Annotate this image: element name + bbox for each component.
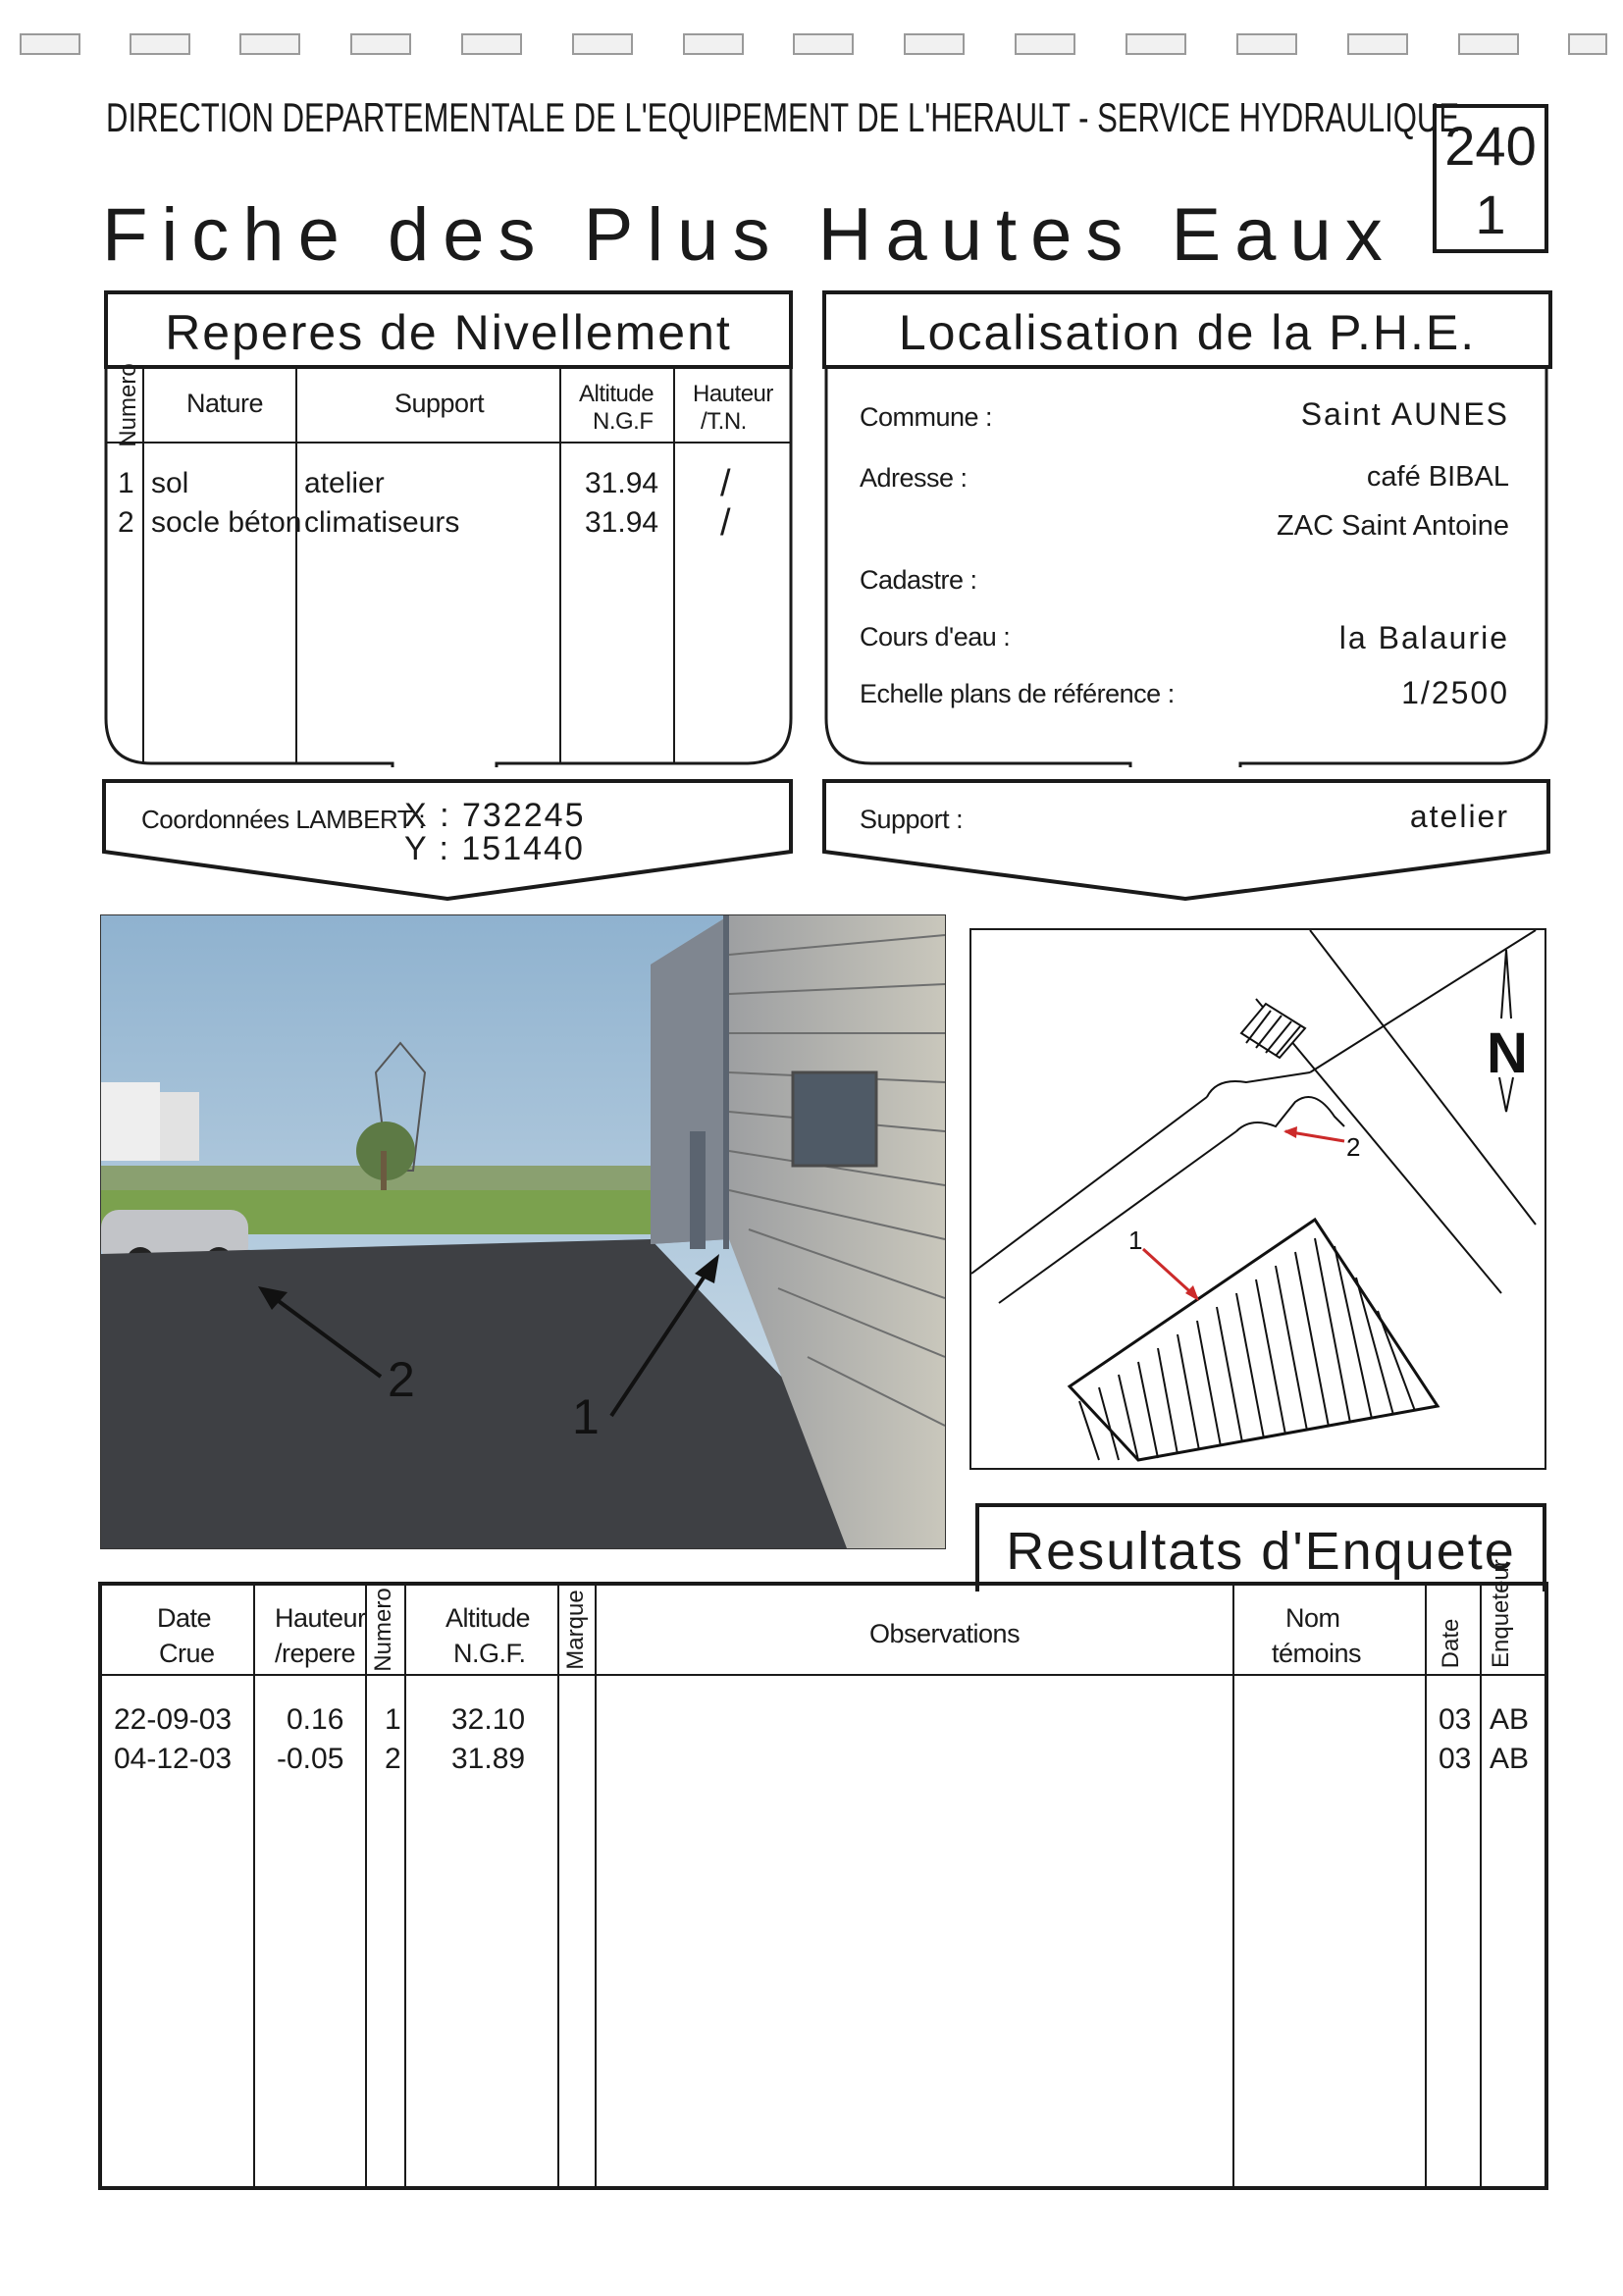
binder-tab [1126, 33, 1186, 55]
binder-tab [130, 33, 190, 55]
reperes-col-hauteur: Hauteur [693, 381, 773, 407]
binder-tab [461, 33, 522, 55]
adresse-label: Adresse : [860, 463, 968, 493]
site-plan [969, 928, 1546, 1470]
echelle-value: 1/2500 [1401, 675, 1509, 710]
binder-tab [350, 33, 411, 55]
resultats-col-altitude: Altitude [445, 1603, 531, 1633]
binder-tab [1568, 33, 1607, 55]
resultats-col-date: Date [157, 1603, 212, 1633]
resultats-title-box [975, 1503, 1546, 1592]
resultats-col-crue: Crue [159, 1639, 215, 1668]
binder-tab [239, 33, 300, 55]
localisation-title: Localisation de la P.H.E. [898, 305, 1477, 360]
plan-marker-2: 2 [1346, 1132, 1361, 1162]
resultats-col-marque: Marque [562, 1590, 589, 1670]
resultats-col-repere: /repere [275, 1639, 356, 1668]
resultats-col-temoins: témoins [1272, 1639, 1362, 1668]
binder-tab [1347, 33, 1408, 55]
resultats-table [98, 1559, 1548, 2190]
cours-label: Cours d'eau : [860, 622, 1011, 652]
commune-value: Saint AUNES [1300, 396, 1509, 432]
photo-marker-1: 1 [572, 1389, 600, 1444]
binder-tab [572, 33, 633, 55]
resultats-col-observations: Observations [869, 1619, 1021, 1648]
resultats-col-enqueteur: Enqueteur [1488, 1559, 1514, 1668]
localisation-title-box [822, 290, 1552, 369]
adresse-line-2: ZAC Saint Antoine [1277, 510, 1509, 542]
binder-tab [1015, 33, 1075, 55]
reperes-col-altitude-unit: N.G.F [593, 408, 654, 435]
sheet-number: 240 [1444, 115, 1537, 177]
binder-tab [904, 33, 965, 55]
reperes-col-altitude: Altitude [579, 381, 654, 407]
resultats-title: Resultats d'Enquete [1006, 1522, 1516, 1581]
sheet-number-box [1433, 104, 1548, 253]
resultats-col-numero: Numero [370, 1588, 396, 1672]
support-label: Support : [860, 805, 964, 834]
site-photo [100, 914, 946, 1549]
reperes-col-numero: Numero [115, 363, 141, 447]
page-title: Fiche des Plus Hautes Eaux [102, 193, 1396, 277]
resultats-col-hauteur: Hauteur [275, 1603, 366, 1633]
header-direction: DIRECTION DEPARTEMENTALE DE L'EQUIPEMENT DE L'HERAULT - SERVICE HYDRAULIQUE [106, 94, 1460, 140]
commune-label: Commune : [860, 402, 993, 432]
resultats-col-date-enq: Date [1438, 1618, 1464, 1669]
photo-marker-2: 2 [388, 1352, 415, 1407]
lambert-y: Y : 151440 [404, 830, 585, 867]
reperes-col-nature: Nature [186, 389, 264, 418]
support-value: atelier [1409, 799, 1509, 834]
reperes-title: Reperes de Nivellement [165, 305, 732, 360]
reperes-col-support: Support [394, 389, 485, 418]
adresse-line-1: café BIBAL [1366, 461, 1509, 493]
lambert-label: Coordonnées LAMBERT : [141, 805, 426, 834]
north-icon: N [1487, 1021, 1528, 1085]
echelle-label: Echelle plans de référence : [860, 679, 1175, 708]
reperes-table-outline [98, 365, 801, 787]
lambert-x: X : 732245 [404, 797, 586, 834]
binder-tab [1458, 33, 1519, 55]
binder-tab [1236, 33, 1297, 55]
cours-value: la Balaurie [1338, 620, 1509, 655]
resultats-col-ngf: N.G.F. [453, 1639, 526, 1668]
binder-tab [793, 33, 854, 55]
binder-tab [683, 33, 744, 55]
binder-tab [20, 33, 80, 55]
support-box-outline [818, 775, 1556, 907]
reperes-title-box [104, 290, 793, 369]
cadastre-label: Cadastre : [860, 565, 977, 595]
sheet-sub-number: 1 [1475, 183, 1506, 245]
plan-marker-1: 1 [1128, 1226, 1143, 1255]
resultats-col-nom: Nom [1285, 1603, 1340, 1633]
reperes-col-hauteur-unit: /T.N. [701, 408, 747, 435]
